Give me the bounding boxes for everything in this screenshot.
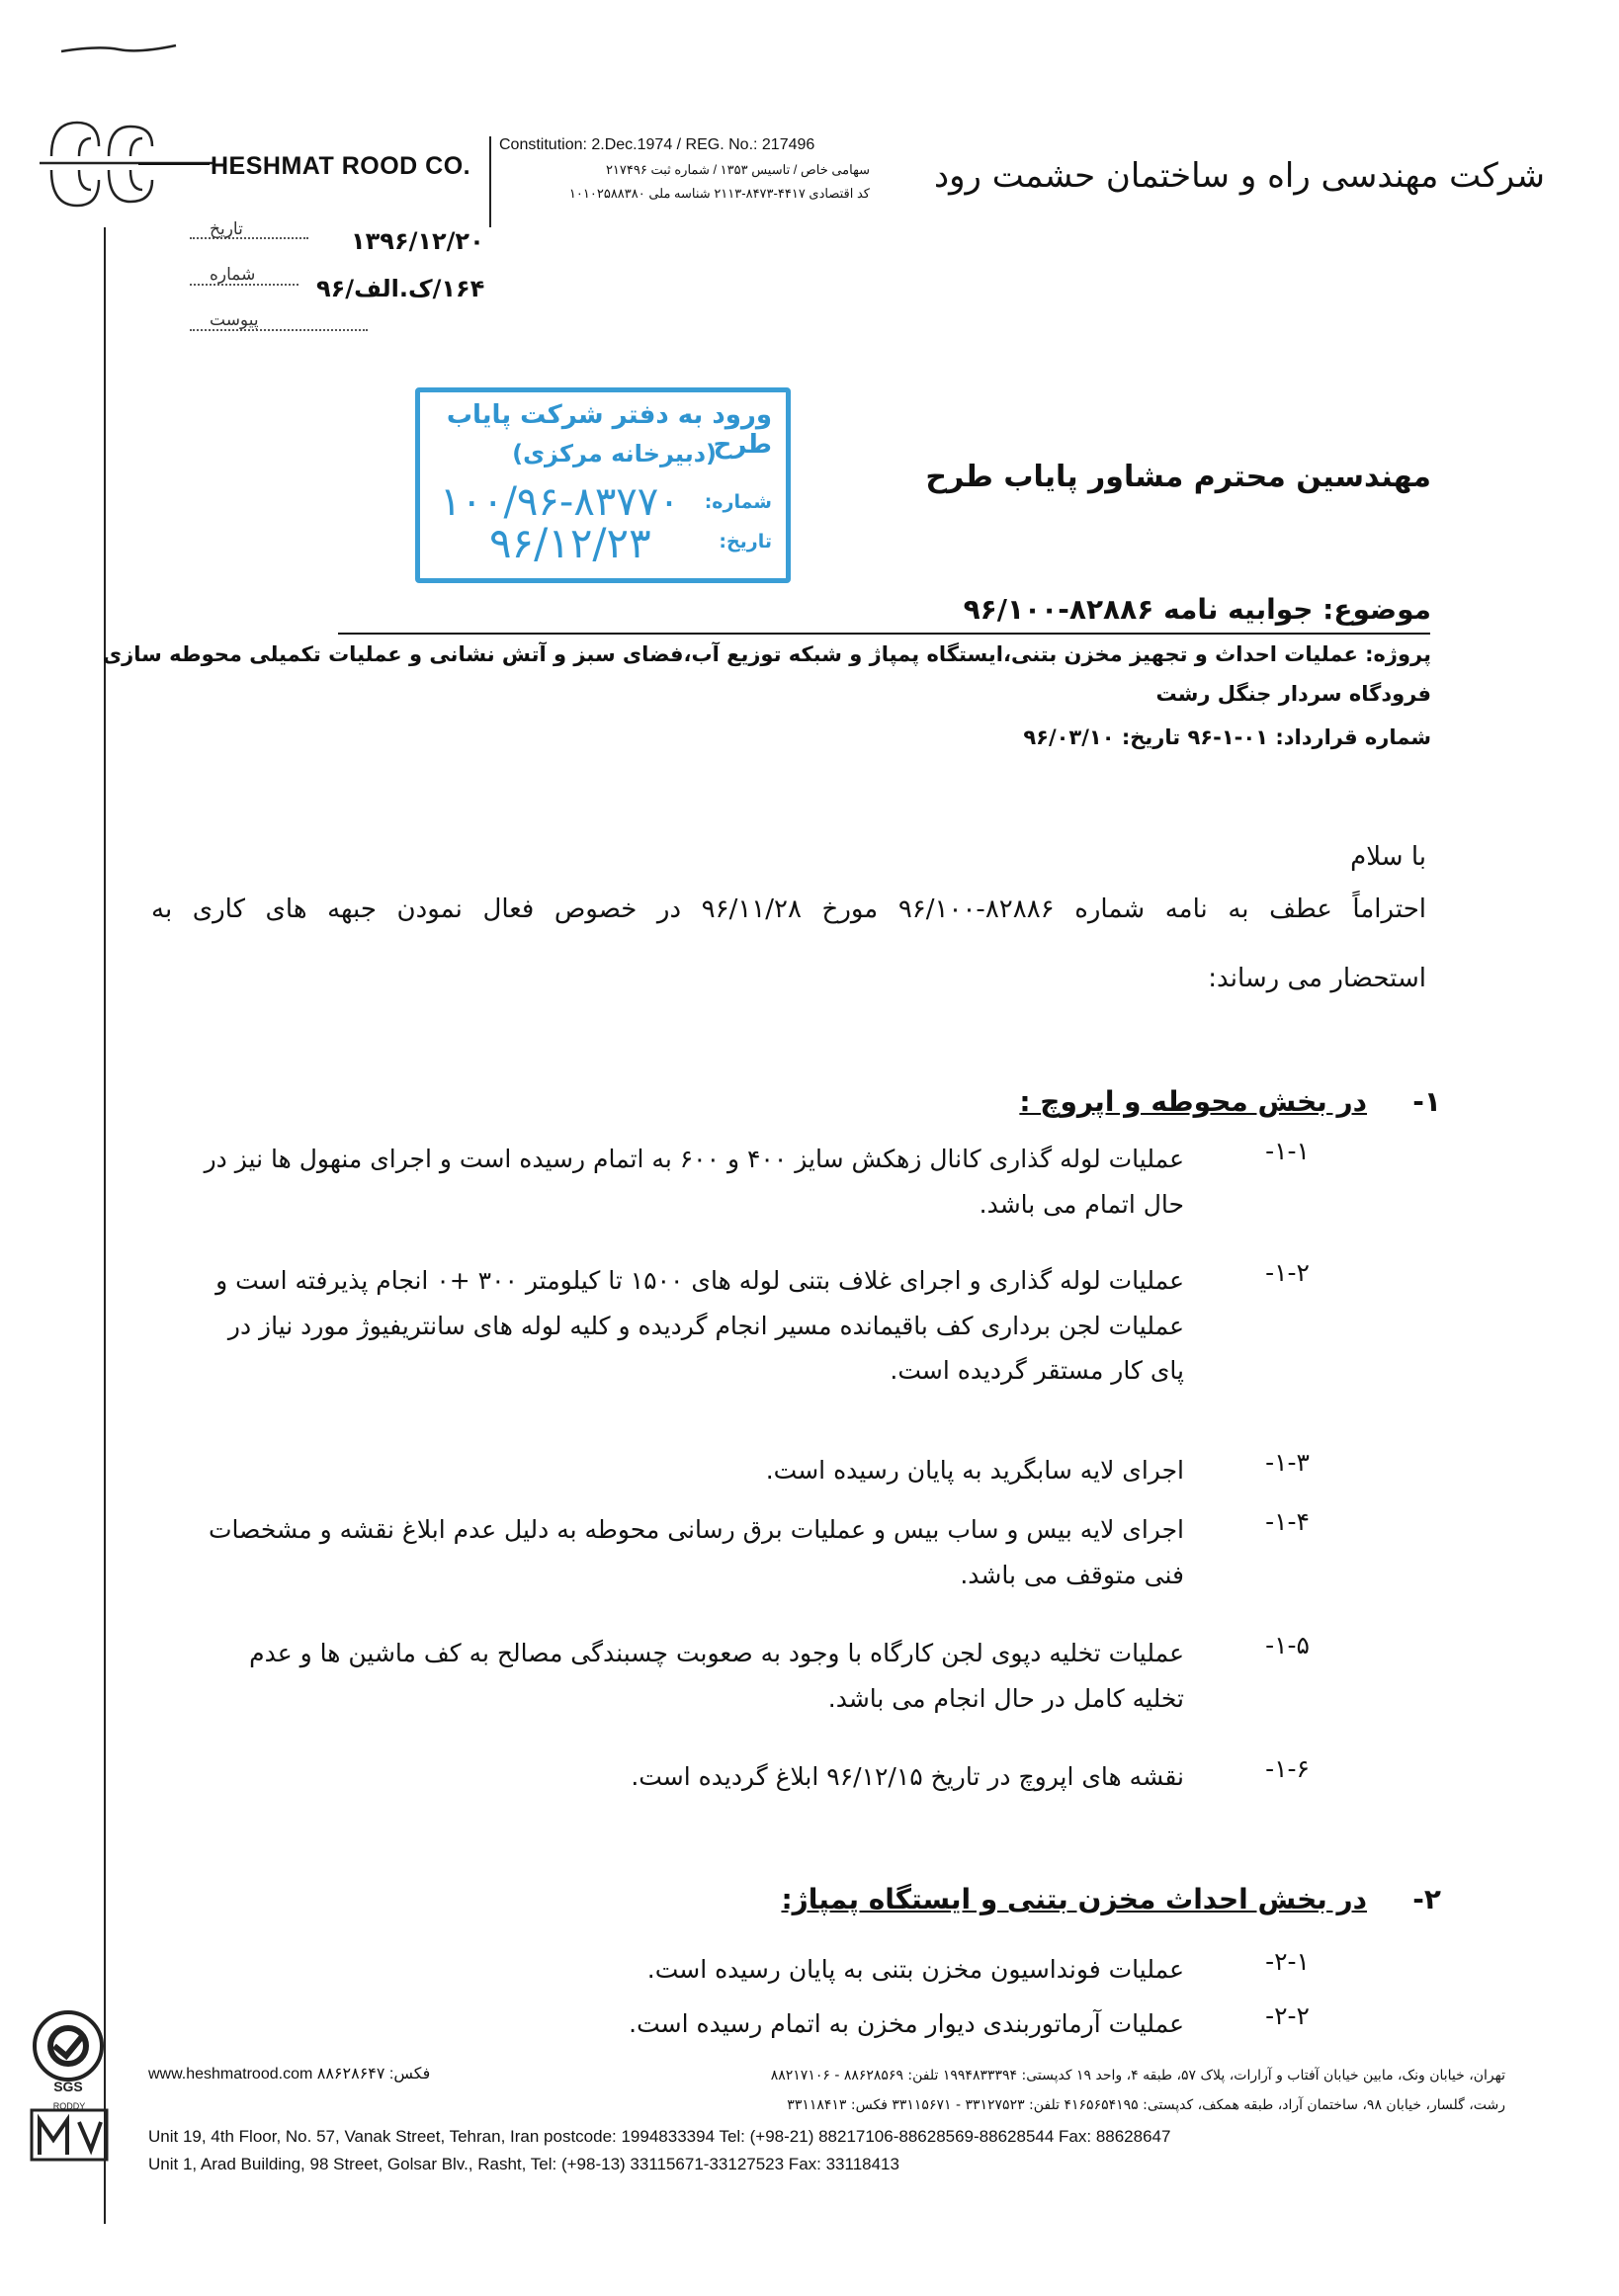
list-item-number: ۱-۲- xyxy=(1265,1258,1310,1287)
project-location: فرودگاه سردار جنگل رشت xyxy=(1155,682,1431,706)
header-rule xyxy=(138,163,210,165)
addressee: مهندسین محترم مشاور پایاب طرح xyxy=(925,460,1431,494)
economic-code-line: کد اقتصادی ۴۴۱۷-۸۴۷۳-۲۱۱۳ شناسه ملی ۱۰۱۰۲۵۸۸۳۸۰ xyxy=(568,186,870,201)
pen-mark-icon xyxy=(59,40,178,59)
list-item-number: ۱-۳- xyxy=(1265,1448,1310,1477)
list-item: عملیات آرماتوربندی دیوار مخزن به اتمام رسیده است. xyxy=(629,2009,1184,2038)
list-item-number: ۱-۴- xyxy=(1265,1507,1310,1536)
section-number: ۱- xyxy=(1412,1085,1441,1118)
section-title: در بخش احداث مخزن بتنی و ایستگاه پمپاژ: xyxy=(781,1883,1367,1915)
footer-website-fax: www.heshmatrood.com فکس: ۸۸۶۲۸۶۴۷ xyxy=(148,2066,431,2083)
stamp-number: ۱۰۰/۹۶-۸۳۷۷۰ xyxy=(440,479,680,525)
list-item-number: ۱-۶- xyxy=(1265,1754,1310,1783)
list-item: عملیات تخلیه دپوی لجن کارگاه با وجود به صعوبت چسبندگی مصالح به کف ماشین ها و عدم تخلیه کامل در حال انجام می باشد. xyxy=(249,1639,1184,1713)
contract-line: شماره قرارداد: ۰۱-۱-۹۶ تاریخ: ۹۶/۰۳/۱۰ xyxy=(1023,725,1431,749)
list-item: عملیات لوله گذاری کانال زهکش سایز ۴۰۰ و ۶۰۰ به اتمام رسیده است و اجرای منهول ها نیز در حال اتمام می باشد. xyxy=(204,1145,1184,1219)
footer-address-rasht-en: Unit 1, Arad Building, 98 Street, Golsar Blv., Rasht, Tel: (+98-13) 33115671-33127523 Fax: 33118413 xyxy=(148,2155,899,2173)
salutation: با سلام xyxy=(1350,842,1426,872)
number-label: شماره xyxy=(210,265,256,285)
subject-underline xyxy=(338,633,1430,635)
attachment-label: پیوست xyxy=(210,310,259,330)
footer-address-tehran-fa: تهران، خیابان ونک، مابین خیابان آفتاب و آرارات، پلاک ۵۷، طبقه ۴، واحد ۱۹ کدپستی: ۱۹۹۴۸۳۳۳۹۴ تلفن: ۸۸۶۲۸۵۶۹ - ۸۸۲۱۷۱۰۶ xyxy=(770,2068,1505,2083)
footer-address-rasht-fa: رشت، گلسار، خیابان ۹۸، ساختمان آراد، طبقه همکف، کدپستی: ۴۱۶۵۶۵۴۱۹۵ تلفن: ۳۳۱۲۷۵۲۳ - ۳۳۱۱۵۶۷۱ فکس: ۳۳۱۱۸۴۱۳ xyxy=(787,2097,1505,2113)
section-title: در بخش محوطه و اپروچ : xyxy=(1019,1085,1367,1118)
stamp-title: ورود به دفتر شرکت پایاب طرح xyxy=(446,400,772,460)
company-name-en: HESHMAT ROOD CO. xyxy=(211,152,471,180)
list-item: اجرای لایه سابگرید به پایان رسیده است. xyxy=(765,1456,1184,1485)
stamp-number-label: شماره: xyxy=(704,491,772,513)
received-stamp xyxy=(415,387,791,583)
registration-block xyxy=(489,136,870,227)
quality-badge-icon xyxy=(30,2100,109,2162)
registration-line-fa: سهامی خاص / تاسیس ۱۳۵۳ / شماره ثبت ۲۱۷۴۹۶ xyxy=(605,162,870,177)
stamp-subtitle: (دبیرخانه مرکزی) xyxy=(512,440,717,468)
intro-paragraph-line: احتراماً عطف به نامه شماره ۸۲۸۸۶-۹۶/۱۰۰ مورخ ۹۶/۱۱/۲۸ در خصوص فعال نمودن جبهه های کاری به xyxy=(151,894,1426,924)
date-label: تاریخ xyxy=(210,219,243,239)
list-item-number: ۲-۲- xyxy=(1265,2001,1310,2030)
list-item-number: ۱-۱- xyxy=(1265,1137,1310,1165)
company-name-fa: شرکت مهندسی راه و ساختمان حشمت رود xyxy=(933,156,1545,196)
list-item: نقشه های اپروچ در تاریخ ۹۶/۱۲/۱۵ ابلاغ گردیده است. xyxy=(631,1762,1184,1791)
letter-number: ۱۶۴/ک.الف/۹۶ xyxy=(316,275,485,302)
registration-line-en: Constitution: 2.Dec.1974 / REG. No.: 217496 xyxy=(499,136,815,153)
section-number: ۲- xyxy=(1412,1883,1441,1915)
cert1-label: SGS xyxy=(53,2079,83,2093)
list-item-number: ۲-۱- xyxy=(1265,1947,1310,1976)
intro-paragraph-end: استحضار می رساند: xyxy=(1208,964,1426,993)
list-item: عملیات لوله گذاری و اجرای غلاف بتنی لوله های ۱۵۰۰ تا کیلومتر ۳۰۰ +۰ انجام پذیرفته است و عملیات لجن برداری کف باقیمانده مسیر انجام گردیده و کلیه لوله های سانتریفیوژ مورد نیاز در پای کار مستقر گردیده است. xyxy=(215,1266,1184,1385)
stamp-date: ۹۶/۱۲/۲۳ xyxy=(489,519,651,567)
footer-address-tehran-en: Unit 19, 4th Floor, No. 57, Vanak Street, Tehran, Iran postcode: 1994833394 Tel: (+98-21) 88217106-88628569-88628544 Fax: 88628647 xyxy=(148,2127,1171,2146)
margin-rule xyxy=(104,227,106,2224)
stamp-date-label: تاریخ: xyxy=(719,531,772,553)
project-line: پروژه: عملیات احداث و تجهیز مخزن بتنی،ایستگاه پمپاژ و شبکه توزیع آب،فضای سبز و آتش نشانی و عملیات تکمیلی محوطه سازی xyxy=(102,642,1431,666)
list-item-number: ۱-۵- xyxy=(1265,1631,1310,1659)
iso-certification-icon xyxy=(25,2006,112,2093)
list-item: اجرای لایه بیس و ساب بیس و عملیات برق رسانی محوطه به دلیل عدم ابلاغ نقشه و مشخصات فنی متوقف می باشد. xyxy=(209,1515,1184,1589)
letter-date: ۱۳۹۶/۱۲/۲۰ xyxy=(351,227,484,255)
date-dotted-line xyxy=(190,235,308,239)
list-item: عملیات فونداسیون مخزن بتنی به پایان رسیده است. xyxy=(646,1955,1184,1984)
subject-line: موضوع: جوابیه نامه ۸۲۸۸۶-۹۶/۱۰۰ xyxy=(963,593,1431,626)
cert2-label: RODDY xyxy=(52,2101,86,2111)
